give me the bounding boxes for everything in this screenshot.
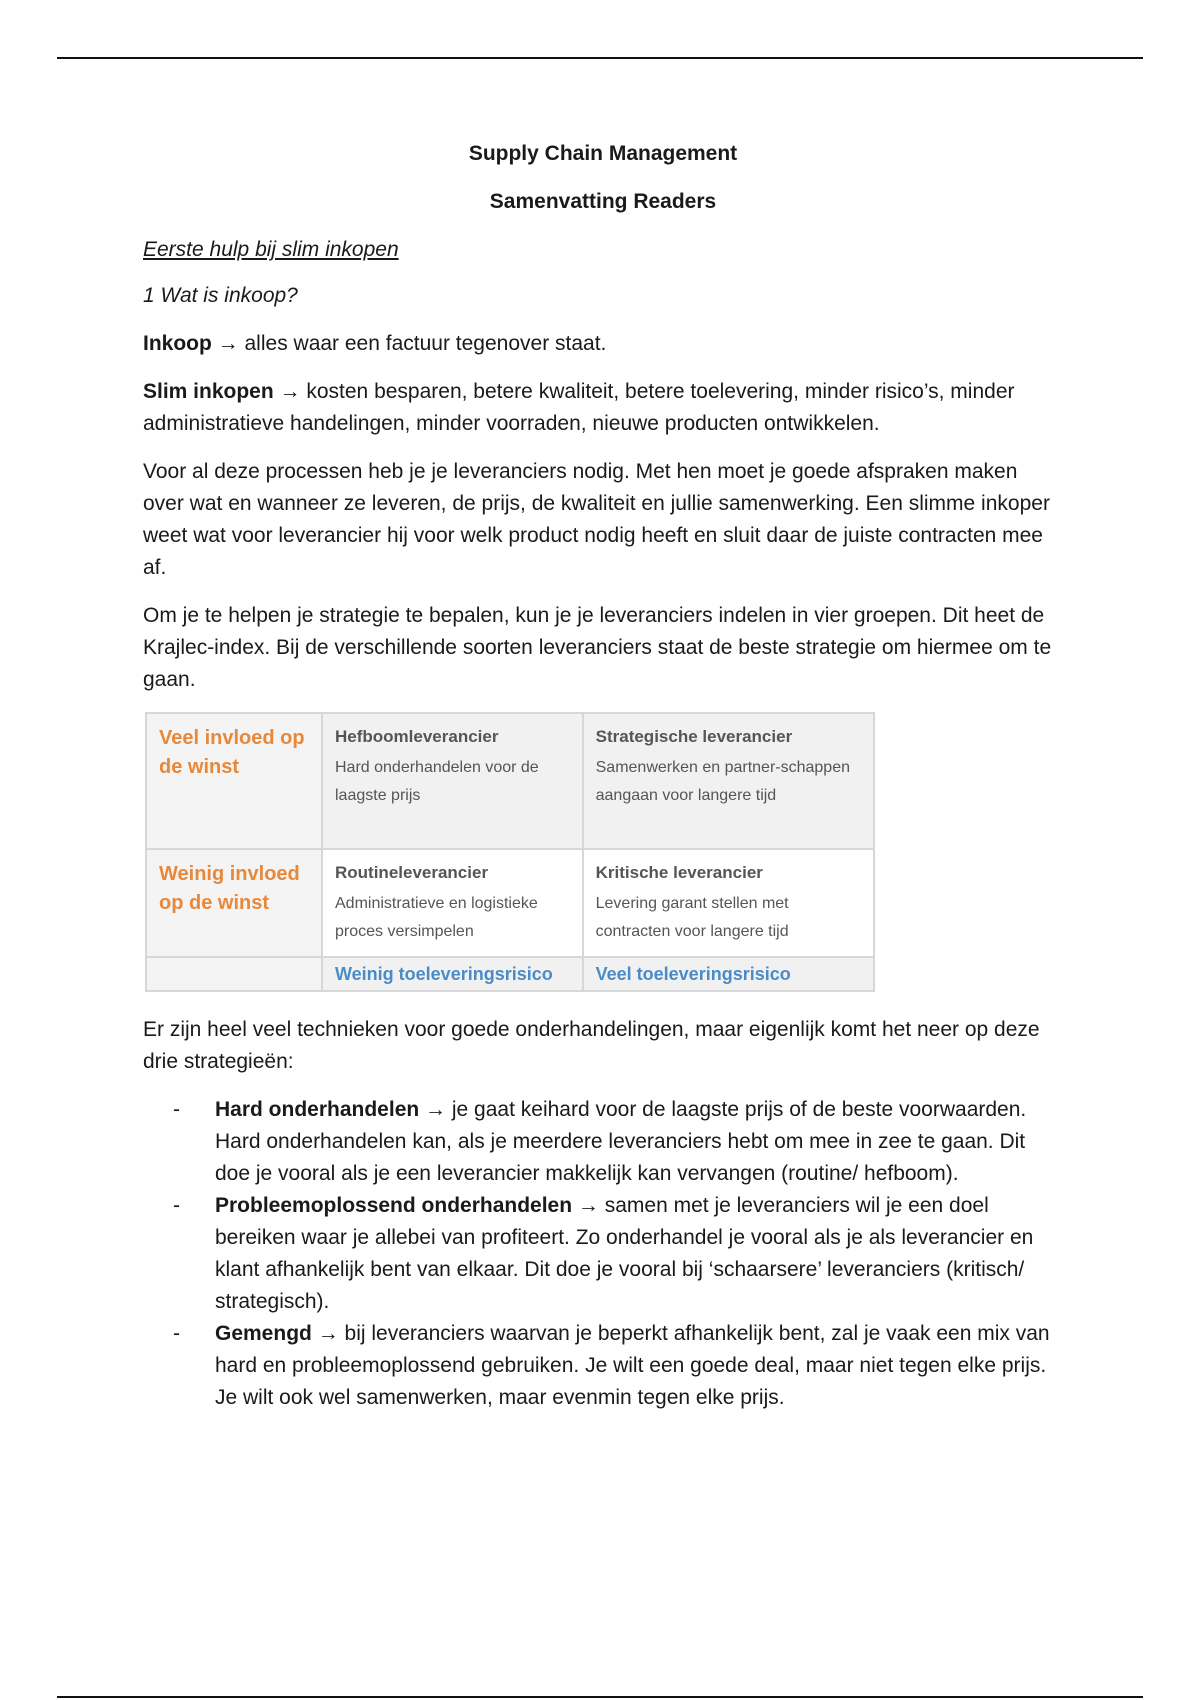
- matrix-cell-kritisch: [583, 849, 874, 957]
- paragraph-krajlec: Om je te helpen je strategie te bepalen, kun je je leveranciers indelen in vier groepen. Dit heet de Krajlec-index. Bij de verschillende soorten leveranciers staat de beste strategie om hiermee om te gaan.: [143, 604, 1052, 691]
- list-item: - Hard onderhandelen → je gaat keihard voor de laagste prijs of de beste voorwaarden. Hard onderhandelen kan, als je meerdere leveranciers hebt om mee in zee te gaan. Dit doe je vooral als je een leverancier makkelijk kan vervangen (routine/ hefboom).: [173, 1098, 1027, 1185]
- arrow-icon: →: [317, 1322, 339, 1345]
- krajlec-matrix: [145, 712, 875, 992]
- matrix-cell-routine: [322, 849, 583, 957]
- matrix-col-label-low: Weinig toeleveringsrisico: [322, 957, 583, 991]
- arrow-icon: →: [279, 380, 301, 403]
- matrix-col-label-high: Veel toeleveringsrisico: [583, 957, 874, 991]
- slim-inkopen-definition: [143, 376, 1063, 440]
- section-heading: Eerste hulp bij slim inkopen: [143, 238, 399, 261]
- matrix-row-label-high: Veel invloed op de winst: [146, 713, 322, 849]
- matrix-cell-hefboom: [322, 713, 583, 849]
- matrix-cell-title: Hefboomleverancier: [335, 727, 499, 746]
- slim-inkopen-text: kosten besparen, betere kwaliteit, betere toelevering, minder risico’s, minder administratieve handelingen, minder voorraden, nieuwe producten ontwikkelen.: [143, 380, 1015, 435]
- strategy-list: [143, 1094, 1063, 1414]
- strategy-text: je gaat keihard voor de laagste prijs of de beste voorwaarden. Hard onderhandelen kan, als je meerdere leveranciers hebt om mee in zee te gaan. Dit doe je vooral als je een leverancier makkelijk kan vervangen (routine/ hefboom).: [215, 1098, 1027, 1185]
- arrow-icon: →: [577, 1194, 599, 1217]
- question-heading: 1 Wat is inkoop?: [143, 284, 298, 307]
- paragraph-strategieen: Er zijn heel veel technieken voor goede onderhandelingen, maar eigenlijk komt het neer op deze drie strategieën:: [143, 1018, 1040, 1073]
- document-subtitle: Samenvatting Readers: [489, 190, 717, 213]
- strategy-term: Gemengd: [215, 1322, 312, 1345]
- list-item: - Probleemoplossend onderhandelen → samen met je leveranciers wil je een doel bereiken waar je allebei van profiteert. Zo onderhandel je vooral als je als leverancier en klant afhankelijk bent van elkaar. Dit doe je vooral bij ‘schaarsere’ leveranciers (kritisch/ strategisch).: [173, 1194, 1034, 1313]
- header-rule: [57, 57, 1143, 59]
- matrix-cell-text: Hard onderhandelen voor de laagste prijs: [335, 759, 539, 804]
- inkoop-definition: [143, 328, 1063, 360]
- matrix-cell-text: Samenwerken en partner-schappen aangaan voor langere tijd: [595, 759, 850, 804]
- strategy-text: bij leveranciers waarvan je beperkt afhankelijk bent, zal je vaak een mix van hard en probleemoplossend gebruiken. Je wilt een goede deal, maar niet tegen elke prijs. Je wilt ook wel samenwerken, maar evenmin tegen elke prijs.: [215, 1322, 1050, 1409]
- document-title: Supply Chain Management: [468, 142, 738, 165]
- inkoop-term: Inkoop: [143, 332, 212, 355]
- matrix-cell-text: Levering garant stellen met contracten voor langere tijd: [595, 895, 789, 940]
- arrow-icon: →: [217, 332, 239, 355]
- strategy-text: samen met je leveranciers wil je een doel bereiken waar je allebei van profiteert. Zo onderhandel je vooral als je als leverancier en klant afhankelijk bent van elkaar. Dit doe je vooral bij ‘schaarsere’ leveranciers (kritisch/ strategisch).: [215, 1194, 1034, 1313]
- matrix-empty-cell: [146, 957, 322, 991]
- strategy-term: Probleemoplossend onderhandelen: [215, 1194, 573, 1217]
- matrix-cell-text: Administratieve en logistieke proces versimpelen: [335, 895, 538, 940]
- matrix-cell-title: Routineleverancier: [335, 863, 489, 882]
- matrix-row-label-low: Weinig invloed op de winst: [146, 849, 322, 957]
- matrix-cell-strategisch: [583, 713, 874, 849]
- paragraph-leveranciers: Voor al deze processen heb je je leveranciers nodig. Met hen moet je goede afspraken maken over wat en wanneer ze leveren, de prijs, de kwaliteit en jullie samenwerking. Een slimme inkoper weet wat voor leverancier hij voor welk product nodig heeft en sluit daar de juiste contracten mee af.: [143, 460, 1050, 579]
- slim-inkopen-term: Slim inkopen: [143, 380, 274, 403]
- footer-rule: [57, 1696, 1143, 1698]
- document-page: [143, 140, 1063, 1414]
- matrix-cell-title: Kritische leverancier: [595, 863, 763, 882]
- inkoop-text: alles waar een factuur tegenover staat.: [238, 332, 607, 355]
- strategy-term: Hard onderhandelen: [215, 1098, 420, 1121]
- arrow-icon: →: [425, 1098, 447, 1121]
- list-item: - Gemengd → bij leveranciers waarvan je beperkt afhankelijk bent, zal je vaak een mix van hard en probleemoplossend gebruiken. Je wilt een goede deal, maar niet tegen elke prijs. Je wilt ook wel samenwerken, maar evenmin tegen elke prijs.: [173, 1322, 1050, 1409]
- matrix-cell-title: Strategische leverancier: [595, 727, 793, 746]
